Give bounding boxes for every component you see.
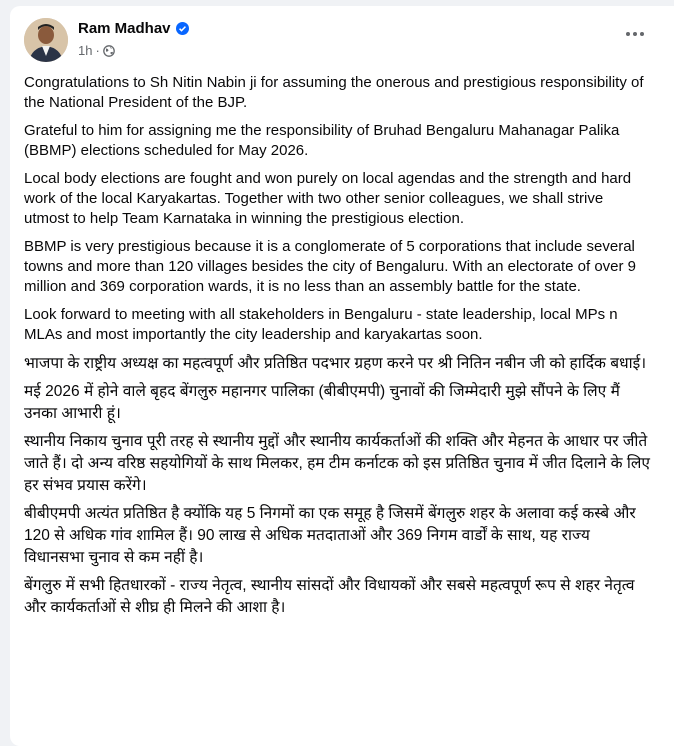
post-paragraph-en: Congratulations to Sh Nitin Nabin ji for assuming the onerous and prestigious responsibility of the National President of the BJP.: [24, 74, 644, 111]
dot-icon: [633, 32, 637, 36]
post-paragraph-hi: स्थानीय निकाय चुनाव पूरी तरह से स्थानीय मुद्दों और स्थानीय कार्यकर्ताओं की शक्ति और मेहनत के आधार पर जीते जाते हैं। दो अन्य वरिष्ठ सहयोगियों के साथ मिलकर, हम टीम कर्नाटक को इस प्रतिष्ठित चुनाव में जीत दिलाने के लिए हर संभव प्रयास करेंगे।: [24, 433, 650, 494]
post-paragraph-en: Local body elections are fought and won purely on local agendas and the strength and hard work of the local Karyakartas. Together with two other senior colleagues, we shall strive utmost to help Team Karnataka in winning the prestigious election.: [24, 170, 632, 227]
verified-badge-icon: [176, 22, 189, 35]
post-card: [10, 6, 674, 746]
post-paragraph-en: Look forward to meeting with all stakeholders in Bengaluru - state leadership, local MPs n MLAs and most importantly the city leadership and karyakartas soon.: [24, 306, 618, 343]
post-paragraph-hi: मई 2026 में होने वाले बृहद बेंगलुरु महानगर पालिका (बीबीएमपी) चुनावों की जिम्मेदारी मुझे सौंपने के लिए मैं उनका आभारी हूं।: [24, 383, 620, 422]
post-paragraph-en: BBMP is very prestigious because it is a conglomerate of 5 corporations that include several towns and more than 120 villages besides the city of Bengaluru. With an electorate of over 9 million and 369 corporation wards, it is no less than an assembly battle for the state.: [24, 238, 637, 295]
post-body: [24, 73, 652, 625]
post-timestamp[interactable]: 1h: [78, 43, 93, 58]
post-paragraph-en: Grateful to him for assigning me the responsibility of Bruhad Bengaluru Mahanagar Palika (BBMP) elections scheduled for May 2026.: [24, 122, 620, 159]
author-name[interactable]: Ram Madhav: [78, 20, 171, 37]
post-paragraph-hi: भाजपा के राष्ट्रीय अध्यक्ष का महत्वपूर्ण और प्रतिष्ठित पदभार ग्रहण करने पर श्री नितिन नबीन जी को हार्दिक बधाई।: [24, 355, 647, 372]
more-options-button[interactable]: [626, 32, 644, 36]
post-paragraph-hi: बेंगलुरु में सभी हितधारकों - राज्य नेतृत्व, स्थानीय सांसदों और विधायकों और सबसे महत्वपूर्ण रूप से शहर नेतृत्व और कार्यकर्ताओं से शीघ्र ही मिलने की आशा है।: [24, 577, 635, 616]
author-avatar[interactable]: [24, 18, 68, 62]
meta-separator: ·: [95, 43, 100, 58]
globe-icon[interactable]: [103, 45, 115, 57]
dot-icon: [626, 32, 630, 36]
post-paragraph-hi: बीबीएमपी अत्यंत प्रतिष्ठित है क्योंकि यह 5 निगमों का एक समूह है जिसमें बेंगलुरु शहर के अलावा कई कस्बे और 120 से अधिक गांव शामिल हैं। 90 लाख से अधिक मतदाताओं और 369 निगम वार्डों के साथ, यह राज्य विधानसभा चुनाव से कम नहीं है।: [24, 505, 636, 566]
dot-icon: [640, 32, 644, 36]
